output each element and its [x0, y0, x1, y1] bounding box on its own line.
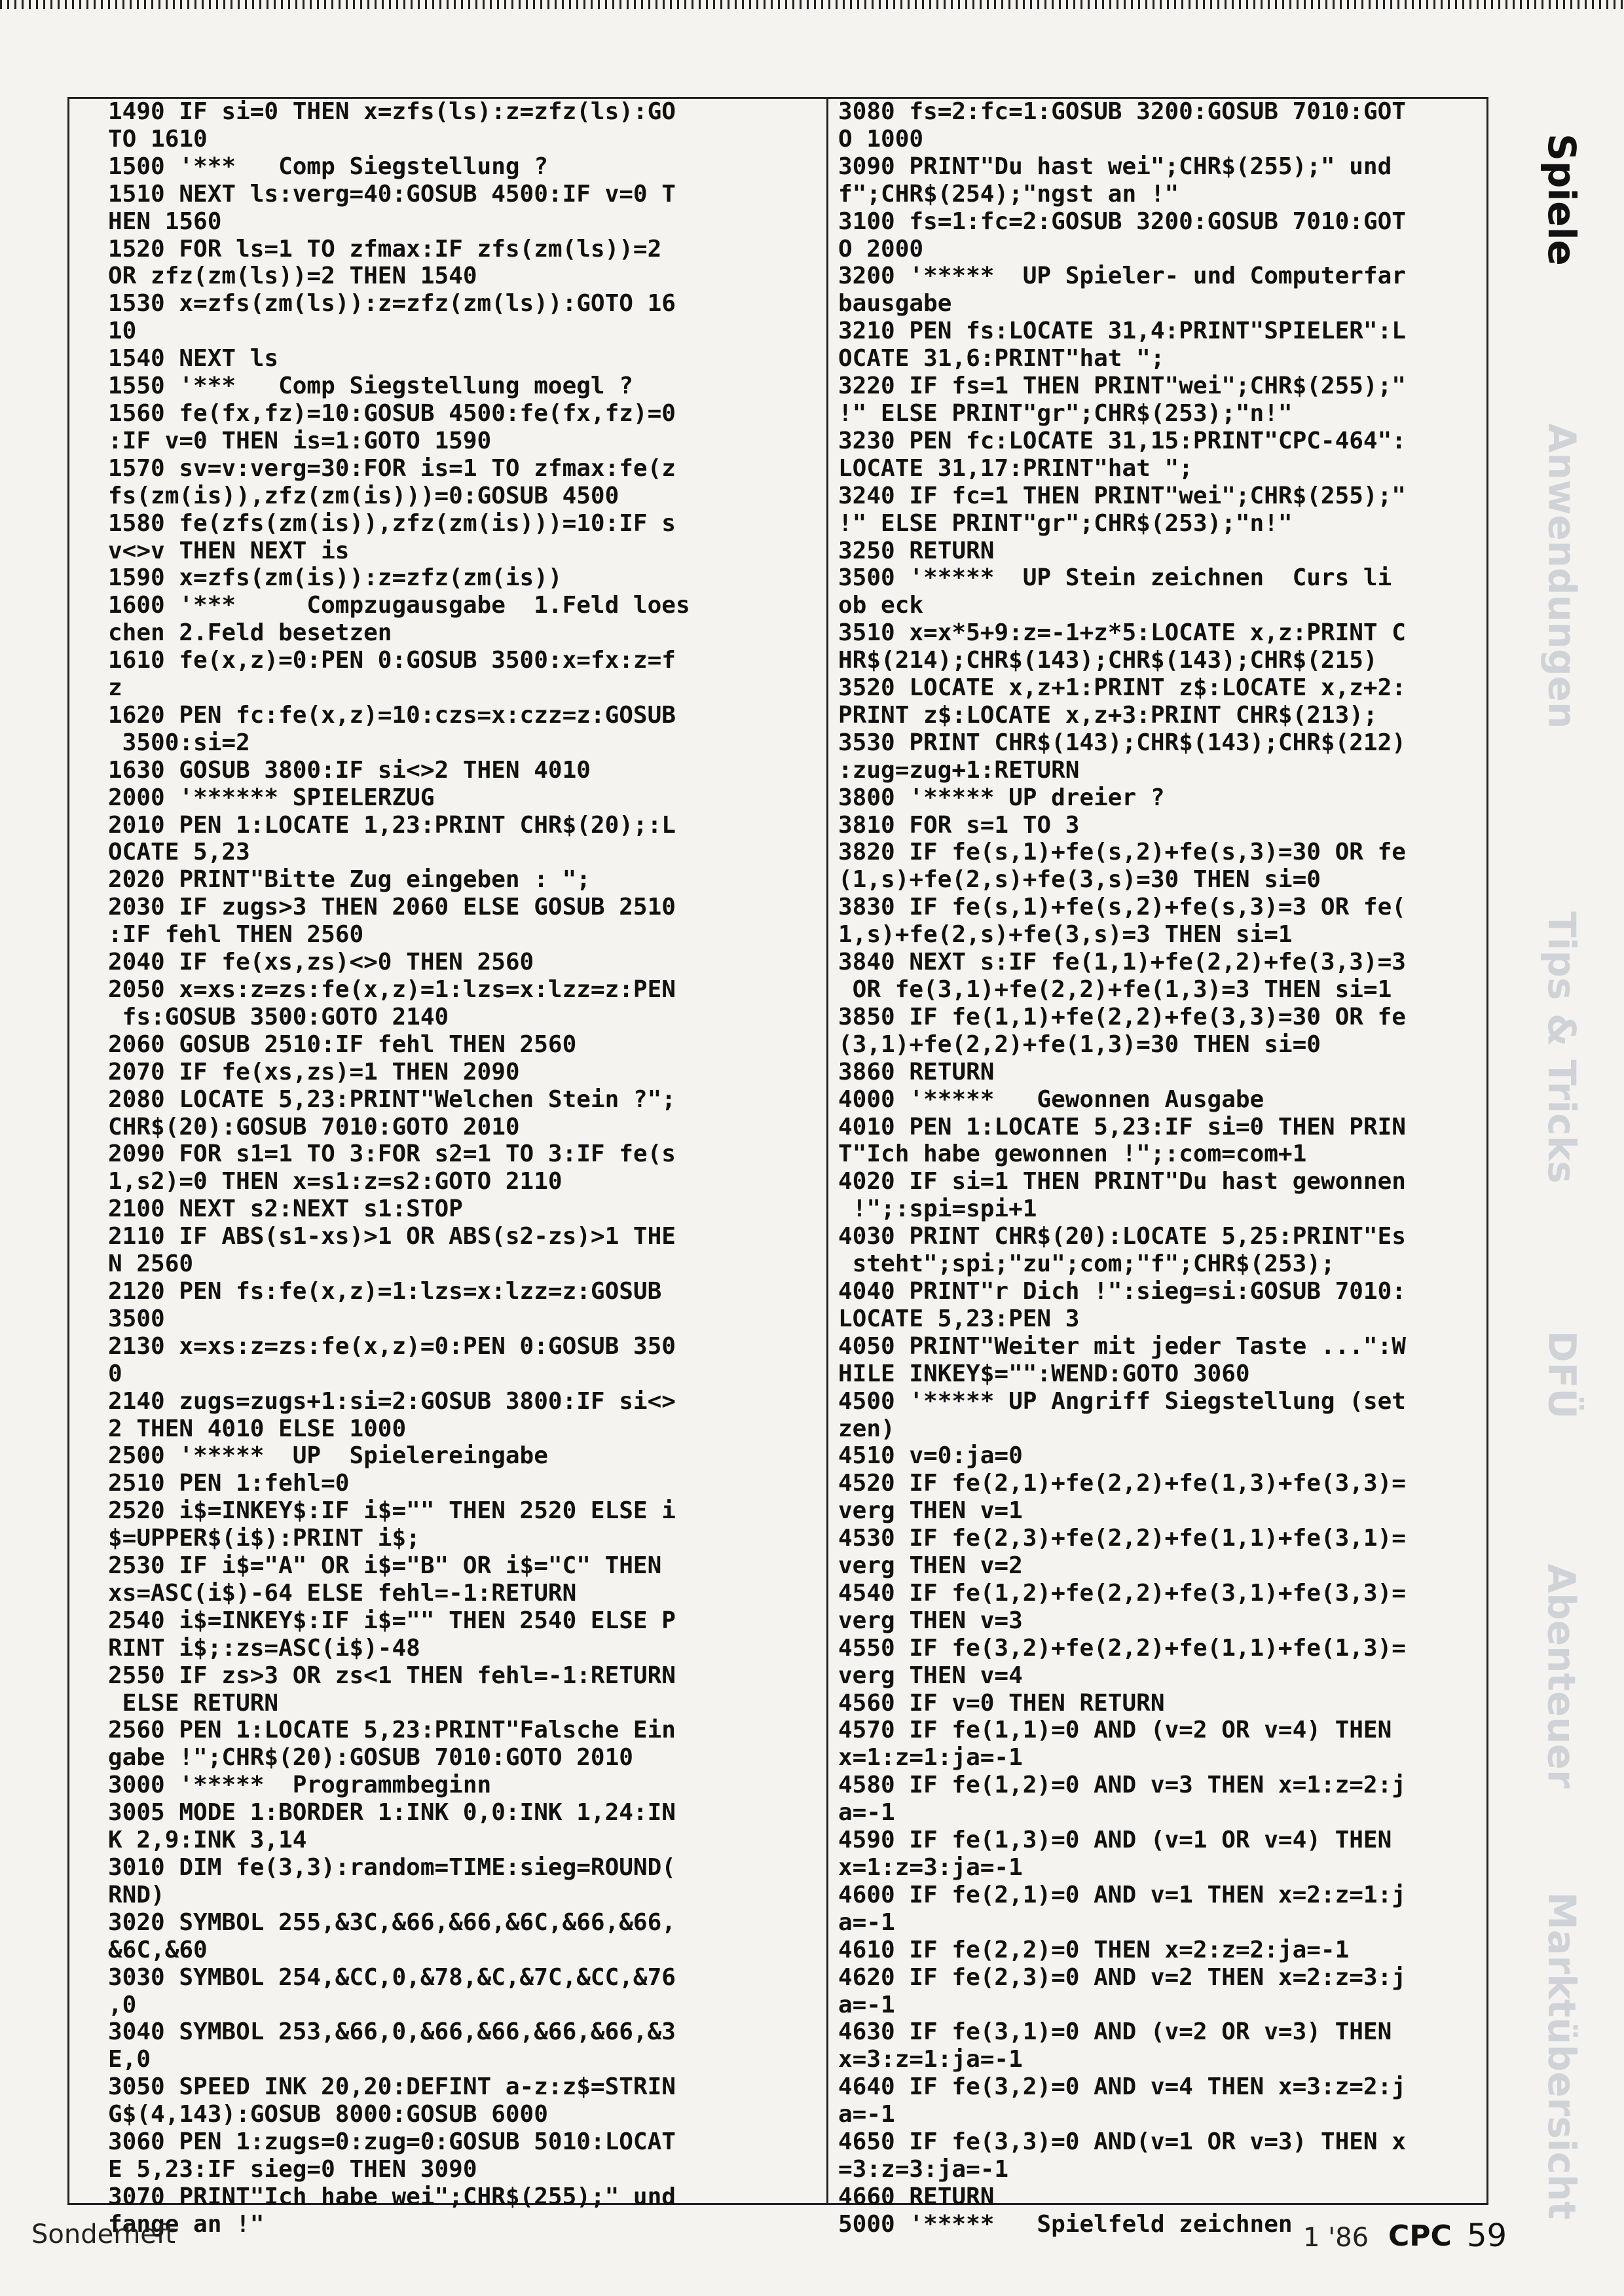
code-line: 3850 IF fe(1,1)+fe(2,2)+fe(3,3)=30 OR fe [838, 1003, 1406, 1030]
page-number: 59 [1467, 2217, 1507, 2254]
code-line: 10 [108, 318, 137, 345]
footer-issue: 1 '86 [1303, 2223, 1369, 2253]
code-line: O 2000 [838, 235, 924, 263]
code-line: 1520 FOR ls=1 TO zfmax:IF zfs(zm(ls))=2 [108, 235, 662, 263]
code-line: 2100 NEXT s2:NEXT s1:STOP [108, 1195, 463, 1223]
sidebar-tab-dfue[interactable]: DFÜ [1540, 1330, 1584, 1419]
code-line: 2010 PEN 1:LOCATE 1,23:PRINT CHR$(20);:L [108, 811, 676, 839]
code-line: !" ELSE PRINT"gr";CHR$(253);"n!" [838, 509, 1293, 537]
code-line: 3210 PEN fs:LOCATE 31,4:PRINT"SPIELER":L [838, 318, 1406, 345]
code-line: LOCATE 31,17:PRINT"hat "; [838, 454, 1193, 482]
code-line: K 2,9:INK 3,14 [108, 1827, 307, 1854]
code-line: 3220 IF fs=1 THEN PRINT"wei";CHR$(255);" [838, 373, 1406, 400]
code-line: O 1000 [838, 125, 924, 153]
code-line: OR zfz(zm(ls))=2 THEN 1540 [108, 263, 477, 290]
code-line: 2520 i$=INKEY$:IF i$="" THEN 2520 ELSE i [108, 1497, 676, 1525]
code-line: G$(4,143):GOSUB 8000:GOSUB 6000 [108, 2101, 548, 2128]
code-line: 2510 PEN 1:fehl=0 [108, 1470, 350, 1497]
code-line: 1540 NEXT ls [108, 345, 279, 373]
code-line: 3005 MODE 1:BORDER 1:INK 0,0:INK 1,24:IN [108, 1799, 676, 1827]
code-line: (3,1)+fe(2,2)+fe(1,3)=30 THEN si=0 [838, 1030, 1321, 1058]
code-line: 2 THEN 4010 ELSE 1000 [108, 1415, 407, 1442]
sidebar-tab-marktuebersicht[interactable]: Marktübersicht [1540, 1891, 1584, 2220]
code-line: a=-1 [838, 2101, 895, 2128]
code-line: 4620 IF fe(2,3)=0 AND v=2 THEN x=2:z=3:j [838, 1963, 1406, 1991]
code-line: 1580 fe(zfs(zm(is)),zfz(zm(is)))=10:IF s [108, 509, 676, 537]
code-line: 1590 x=zfs(zm(is)):z=zfz(zm(is)) [108, 564, 563, 592]
code-line: 2090 FOR s1=1 TO 3:FOR s2=1 TO 3:IF fe(s [108, 1140, 676, 1168]
code-line: 4020 IF si=1 THEN PRINT"Du hast gewonnen [838, 1168, 1406, 1195]
code-line: 1550 '*** Comp Siegstellung moegl ? [108, 373, 633, 400]
code-line: fange an !" [108, 2210, 265, 2238]
code-line: 1610 fe(x,z)=0:PEN 0:GOSUB 3500:x=fx:z=f [108, 647, 676, 674]
code-line: 3000 '***** Programmbeginn [108, 1772, 492, 1799]
code-line: OCATE 5,23 [108, 839, 250, 866]
sidebar-tab-anwendungen[interactable]: Anwendungen [1540, 423, 1585, 729]
code-line: 3030 SYMBOL 254,&CC,0,&78,&C,&7C,&CC,&76 [108, 1963, 676, 1991]
code-line: 4570 IF fe(1,1)=0 AND (v=2 OR v=4) THEN [838, 1717, 1392, 1744]
code-line: 4640 IF fe(3,2)=0 AND v=4 THEN x=3:z=2:j [838, 2073, 1406, 2101]
code-line: 2020 PRINT"Bitte Zug eingeben : "; [108, 866, 591, 894]
code-line: 3200 '***** UP Spieler- und Computerfar [838, 263, 1406, 290]
code-line: 3100 fs=1:fc=2:GOSUB 3200:GOSUB 7010:GOT [838, 208, 1406, 235]
code-line: 4030 PRINT CHR$(20):LOCATE 5,25:PRINT"Es [838, 1223, 1406, 1250]
code-line: 5000 '***** Spielfeld zeichnen [838, 2210, 1293, 2238]
code-line: z [108, 674, 122, 702]
code-line: RND) [108, 1881, 165, 1908]
code-line: 2070 IF fe(xs,zs)=1 THEN 2090 [108, 1058, 520, 1085]
code-line: 2560 PEN 1:LOCATE 5,23:PRINT"Falsche Ein [108, 1717, 676, 1744]
code-line: :IF fehl THEN 2560 [108, 921, 364, 949]
code-line: HR$(214);CHR$(143);CHR$(143);CHR$(215) [838, 647, 1378, 674]
code-line: 3060 PEN 1:zugs=0:zug=0:GOSUB 5010:LOCAT [108, 2128, 676, 2156]
code-line: :zug=zug+1:RETURN [838, 756, 1080, 784]
code-line: OCATE 31,6:PRINT"hat "; [838, 345, 1165, 373]
code-line: 3070 PRINT"Ich habe wei";CHR$(255);" und [108, 2183, 676, 2210]
code-line: 1510 NEXT ls:verg=40:GOSUB 4500:IF v=0 T [108, 180, 676, 208]
code-line: bausgabe [838, 290, 952, 318]
code-line: verg THEN v=1 [838, 1497, 1023, 1525]
code-line: 2110 IF ABS(s1-xs)>1 OR ABS(s2-zs)>1 THE [108, 1223, 676, 1250]
code-line: 4610 IF fe(2,2)=0 THEN x=2:z=2:ja=-1 [838, 1936, 1350, 1963]
code-line: 3500 [108, 1305, 165, 1332]
code-line: 1630 GOSUB 3800:IF si<>2 THEN 4010 [108, 756, 591, 784]
code-line: a=-1 [838, 1799, 895, 1827]
code-line: CHR$(20):GOSUB 7010:GOTO 2010 [108, 1113, 520, 1140]
code-line: 1500 '*** Comp Siegstellung ? [108, 153, 548, 180]
code-line: chen 2.Feld besetzen [108, 619, 392, 647]
code-line: 3090 PRINT"Du hast wei";CHR$(255);" und [838, 153, 1392, 180]
code-line: E,0 [108, 2046, 151, 2073]
code-line: v<>v THEN NEXT is [108, 537, 350, 564]
code-line: $=UPPER$(i$):PRINT i$; [108, 1525, 420, 1552]
code-line: 3820 IF fe(s,1)+fe(s,2)+fe(s,3)=30 OR fe [838, 839, 1406, 866]
code-line: 3510 x=x*5+9:z=-1+z*5:LOCATE x,z:PRINT C [838, 619, 1406, 647]
code-line: E 5,23:IF sieg=0 THEN 3090 [108, 2155, 477, 2183]
code-line: verg THEN v=2 [838, 1552, 1023, 1580]
code-line: 3250 RETURN [838, 537, 995, 564]
code-line: 1530 x=zfs(zm(ls)):z=zfz(zm(ls)):GOTO 16 [108, 290, 676, 318]
code-line: 2550 IF zs>3 OR zs<1 THEN fehl=-1:RETURN [108, 1662, 676, 1689]
code-line: !";:spi=spi+1 [838, 1195, 1037, 1223]
code-line: steht";spi;"zu";com;"f";CHR$(253); [838, 1250, 1335, 1278]
code-line: 3230 PEN fc:LOCATE 31,15:PRINT"CPC-464": [838, 427, 1406, 454]
code-line: HEN 1560 [108, 208, 222, 235]
code-line: 3860 RETURN [838, 1058, 995, 1085]
code-line: 4010 PEN 1:LOCATE 5,23:IF si=0 THEN PRIN [838, 1113, 1406, 1140]
code-line: 2530 IF i$="A" OR i$="B" OR i$="C" THEN [108, 1552, 662, 1580]
code-line: a=-1 [838, 1908, 895, 1936]
code-line: 4540 IF fe(1,2)+fe(2,2)+fe(3,1)+fe(3,3)= [838, 1579, 1406, 1607]
code-line: 3040 SYMBOL 253,&66,0,&66,&66,&66,&66,&3 [108, 2018, 676, 2046]
code-line: 2120 PEN fs:fe(x,z)=1:lzs=x:lzz=z:GOSUB [108, 1277, 662, 1305]
code-line: :IF v=0 THEN is=1:GOTO 1590 [108, 427, 492, 454]
code-line: 3500 '***** UP Stein zeichnen Curs li [838, 564, 1392, 592]
sidebar-tab-spiele[interactable]: Spiele [1540, 134, 1585, 266]
code-line: x=1:z=3:ja=-1 [838, 1854, 1023, 1881]
code-line: 4050 PRINT"Weiter mit jeder Taste ...":W [838, 1332, 1406, 1360]
code-line: TO 1610 [108, 125, 208, 153]
code-line: x=1:z=1:ja=-1 [838, 1744, 1023, 1772]
column-divider [826, 97, 828, 2205]
code-line: 3530 PRINT CHR$(143);CHR$(143);CHR$(212) [838, 729, 1406, 756]
code-line: 2030 IF zugs>3 THEN 2060 ELSE GOSUB 2510 [108, 894, 676, 921]
code-line: verg THEN v=3 [838, 1607, 1023, 1634]
code-line: 2040 IF fe(xs,zs)<>0 THEN 2560 [108, 949, 534, 976]
sidebar-tab-tips-tricks[interactable]: Tips & Tricks [1540, 911, 1585, 1184]
code-line: ob eck [838, 592, 924, 619]
code-line: 4500 '***** UP Angriff Siegstellung (set [838, 1387, 1406, 1415]
code-line: 3080 fs=2:fc=1:GOSUB 3200:GOSUB 7010:GOT [838, 98, 1406, 125]
code-listing-left-column [108, 98, 690, 2238]
code-line: 3810 FOR s=1 TO 3 [838, 811, 1080, 839]
code-line: 4650 IF fe(3,3)=0 AND(v=1 OR v=3) THEN x [838, 2128, 1406, 2156]
code-line: a=-1 [838, 1991, 895, 2018]
code-line: &6C,&60 [108, 1936, 208, 1963]
code-line: 1600 '*** Compzugausgabe 1.Feld loes [108, 592, 690, 619]
code-line: 1,s)+fe(2,s)+fe(3,s)=3 THEN si=1 [838, 921, 1293, 949]
code-line: 4580 IF fe(1,2)=0 AND v=3 THEN x=1:z=2:j [838, 1772, 1406, 1799]
code-line: 2060 GOSUB 2510:IF fehl THEN 2560 [108, 1030, 577, 1058]
code-line: 4590 IF fe(1,3)=0 AND (v=1 OR v=4) THEN [838, 1827, 1392, 1854]
code-line: 4530 IF fe(2,3)+fe(2,2)+fe(1,1)+fe(3,1)= [838, 1525, 1406, 1552]
section-sidebar [1519, 92, 1604, 2220]
code-line: fs:GOSUB 3500:GOTO 2140 [108, 1003, 449, 1030]
code-line: =3:z=3:ja=-1 [838, 2155, 1009, 2183]
code-line: LOCATE 5,23:PEN 3 [838, 1305, 1080, 1332]
code-line: 0 [108, 1360, 122, 1387]
code-line: 2540 i$=INKEY$:IF i$="" THEN 2540 ELSE P [108, 1607, 676, 1634]
code-line: T"Ich habe gewonnen !";:com=com+1 [838, 1140, 1307, 1168]
code-line: 2130 x=xs:z=zs:fe(x,z)=0:PEN 0:GOSUB 350 [108, 1332, 676, 1360]
code-line: 1570 sv=v:verg=30:FOR is=1 TO zfmax:fe(z [108, 454, 676, 482]
code-line: 4040 PRINT"r Dich !":sieg=si:GOSUB 7010: [838, 1277, 1406, 1305]
code-line: 3520 LOCATE x,z+1:PRINT z$:LOCATE x,z+2: [838, 674, 1406, 702]
code-line: f";CHR$(254);"ngst an !" [838, 180, 1179, 208]
footer-magazine-logo: CPC [1388, 2219, 1452, 2253]
code-line: ELSE RETURN [108, 1689, 279, 1717]
sidebar-tab-abenteuer[interactable]: Abenteuer [1540, 1563, 1585, 1789]
code-line: 1490 IF si=0 THEN x=zfs(ls):z=zfz(ls):GO [108, 98, 676, 125]
code-line: PRINT z$:LOCATE x,z+3:PRINT CHR$(213); [838, 701, 1378, 729]
code-line: 4630 IF fe(3,1)=0 AND (v=2 OR v=3) THEN [838, 2018, 1392, 2046]
code-line: RINT i$;:zs=ASC(i$)-48 [108, 1634, 420, 1662]
code-line: OR fe(3,1)+fe(2,2)+fe(1,3)=3 THEN si=1 [838, 976, 1392, 1003]
code-line: 4000 '***** Gewonnen Ausgabe [838, 1085, 1264, 1113]
top-dot-rule [0, 0, 1624, 9]
code-line: 1,s2)=0 THEN x=s1:z=s2:GOTO 2110 [108, 1168, 563, 1195]
code-line: x=3:z=1:ja=-1 [838, 2046, 1023, 2073]
code-line: gabe !";CHR$(20):GOSUB 7010:GOTO 2010 [108, 1744, 633, 1772]
code-line: 4660 RETURN [838, 2183, 995, 2210]
code-line: 3050 SPEED INK 20,20:DEFINT a-z:z$=STRIN [108, 2073, 676, 2101]
code-line: 4510 v=0:ja=0 [838, 1442, 1023, 1470]
code-line: 4600 IF fe(2,1)=0 AND v=1 THEN x=2:z=1:j [838, 1881, 1406, 1908]
code-line: 1620 PEN fc:fe(x,z)=10:czs=x:czz=z:GOSUB [108, 701, 676, 729]
code-line: 2500 '***** UP Spielereingabe [108, 1442, 548, 1470]
code-line: fs(zm(is)),zfz(zm(is)))=0:GOSUB 4500 [108, 482, 619, 509]
code-line: 2080 LOCATE 5,23:PRINT"Welchen Stein ?"; [108, 1085, 676, 1113]
code-line: 4560 IF v=0 THEN RETURN [838, 1689, 1165, 1717]
code-line: 3010 DIM fe(3,3):random=TIME:sieg=ROUND( [108, 1854, 676, 1881]
code-line: 4520 IF fe(2,1)+fe(2,2)+fe(1,3)+fe(3,3)= [838, 1470, 1406, 1497]
code-line: xs=ASC(i$)-64 ELSE fehl=-1:RETURN [108, 1579, 577, 1607]
code-line: 2140 zugs=zugs+1:si=2:GOSUB 3800:IF si<> [108, 1387, 676, 1415]
footer-section-name: Sonderheft [31, 2219, 175, 2250]
code-listing-right-column [838, 98, 1406, 2238]
code-line: 3500:si=2 [108, 729, 250, 756]
code-line: 3840 NEXT s:IF fe(1,1)+fe(2,2)+fe(3,3)=3 [838, 949, 1406, 976]
code-line: 2000 '****** SPIELERZUG [108, 784, 435, 811]
code-line: 2050 x=xs:z=zs:fe(x,z)=1:lzs=x:lzz=z:PEN [108, 976, 676, 1003]
code-line: zen) [838, 1415, 895, 1442]
code-line: 3020 SYMBOL 255,&3C,&66,&66,&6C,&66,&66, [108, 1908, 676, 1936]
code-line: ,0 [108, 1991, 137, 2018]
code-line: (1,s)+fe(2,s)+fe(3,s)=30 THEN si=0 [838, 866, 1321, 894]
code-line: 4550 IF fe(3,2)+fe(2,2)+fe(1,1)+fe(1,3)= [838, 1634, 1406, 1662]
code-line: !" ELSE PRINT"gr";CHR$(253);"n!" [838, 399, 1293, 427]
code-line: N 2560 [108, 1250, 194, 1278]
code-line: 3800 '***** UP dreier ? [838, 784, 1165, 811]
code-line: 1560 fe(fx,fz)=10:GOSUB 4500:fe(fx,fz)=0 [108, 399, 676, 427]
code-line: verg THEN v=4 [838, 1662, 1023, 1689]
code-line: HILE INKEY$="":WEND:GOTO 3060 [838, 1360, 1250, 1387]
code-line: 3830 IF fe(s,1)+fe(s,2)+fe(s,3)=3 OR fe( [838, 894, 1406, 921]
code-line: 3240 IF fc=1 THEN PRINT"wei";CHR$(255);" [838, 482, 1406, 509]
